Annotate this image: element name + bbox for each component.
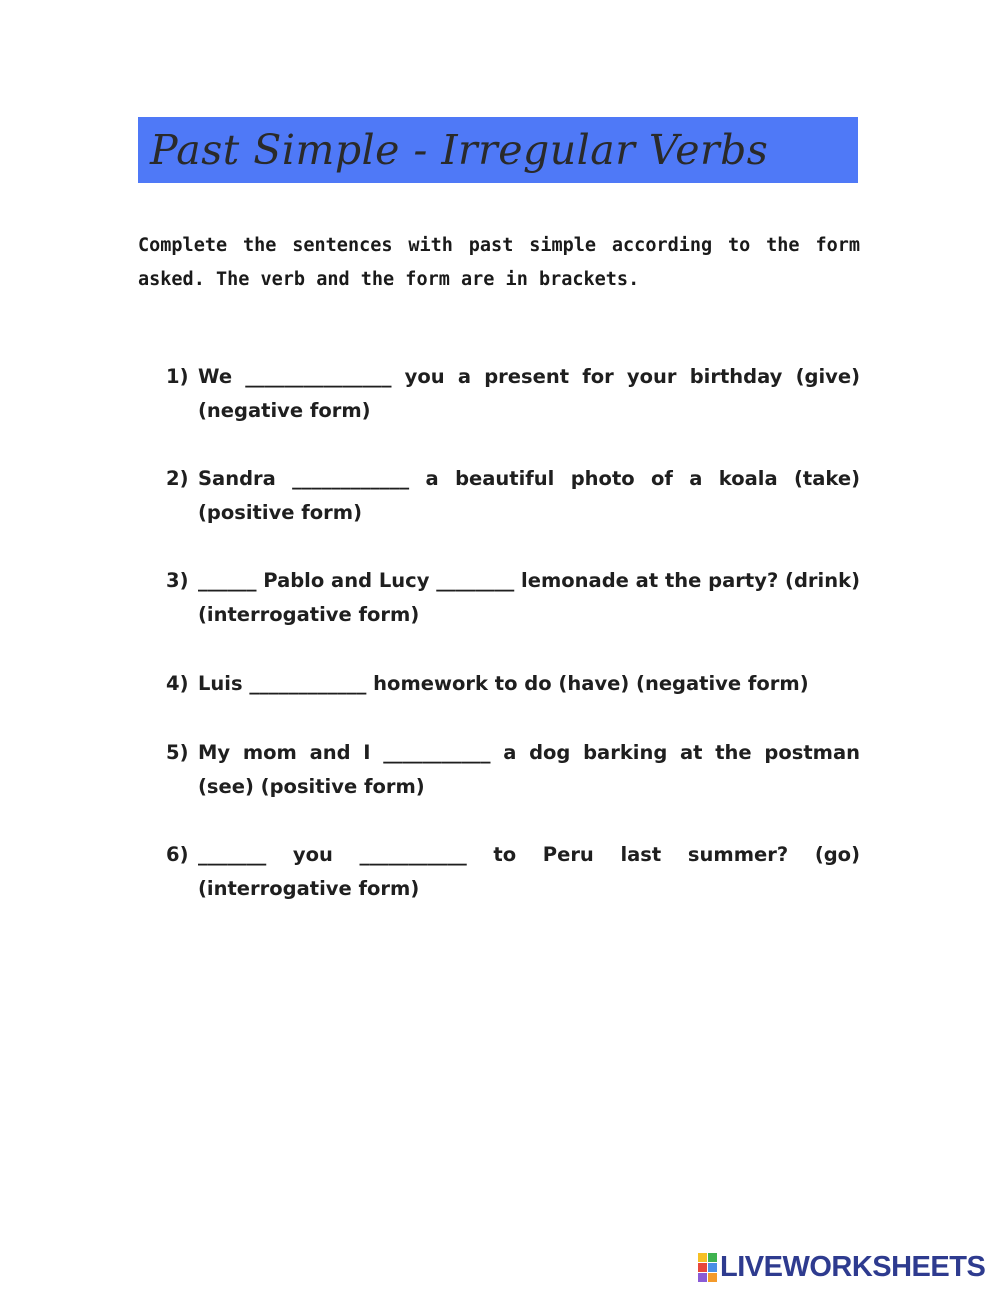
- exercise-number: 3): [166, 569, 189, 592]
- logo-block: [698, 1253, 707, 1262]
- exercise-text: _______ you ___________ to Peru last summer? (go) (interrogative form): [198, 843, 860, 900]
- exercise-number: 5): [166, 741, 189, 764]
- logo-block: [708, 1263, 717, 1272]
- exercise-item: [166, 360, 860, 428]
- exercise-item: [166, 736, 860, 804]
- exercise-list: [166, 360, 860, 906]
- exercise-text: Luis ____________ homework to do (have) (negative form): [198, 672, 809, 695]
- exercise-number: 4): [166, 672, 189, 695]
- instructions: Complete the sentences with past simple according to the form asked. The verb and the form are in brackets.: [138, 235, 860, 290]
- exercise-text: We _______________ you a present for your birthday (give) (negative form): [198, 365, 860, 422]
- liveworksheets-logo: [698, 1251, 985, 1283]
- worksheet-title: Past Simple - Irregular Verbs: [150, 126, 769, 174]
- exercise-text: ______ Pablo and Lucy ________ lemonade at the party? (drink) (interrogative form): [198, 569, 860, 626]
- exercise-number: 2): [166, 467, 189, 490]
- exercise-item: [166, 838, 860, 906]
- logo-block: [698, 1273, 707, 1282]
- logo-block: [698, 1263, 707, 1272]
- logo-mark-icon: [698, 1253, 717, 1282]
- exercise-text: My mom and I ___________ a dog barking at the postman (see) (positive form): [198, 741, 860, 798]
- exercise-number: 1): [166, 365, 189, 388]
- exercise-item: [166, 462, 860, 530]
- exercise-number: 6): [166, 843, 189, 866]
- exercise-item: [166, 667, 860, 701]
- logo-block: [708, 1253, 717, 1262]
- logo-text: LIVEWORKSHEETS: [720, 1250, 986, 1283]
- logo-block: [708, 1273, 717, 1282]
- exercise-item: [166, 564, 860, 632]
- title-banner: [138, 117, 858, 183]
- exercise-text: Sandra ____________ a beautiful photo of a koala (take) (positive form): [198, 467, 860, 524]
